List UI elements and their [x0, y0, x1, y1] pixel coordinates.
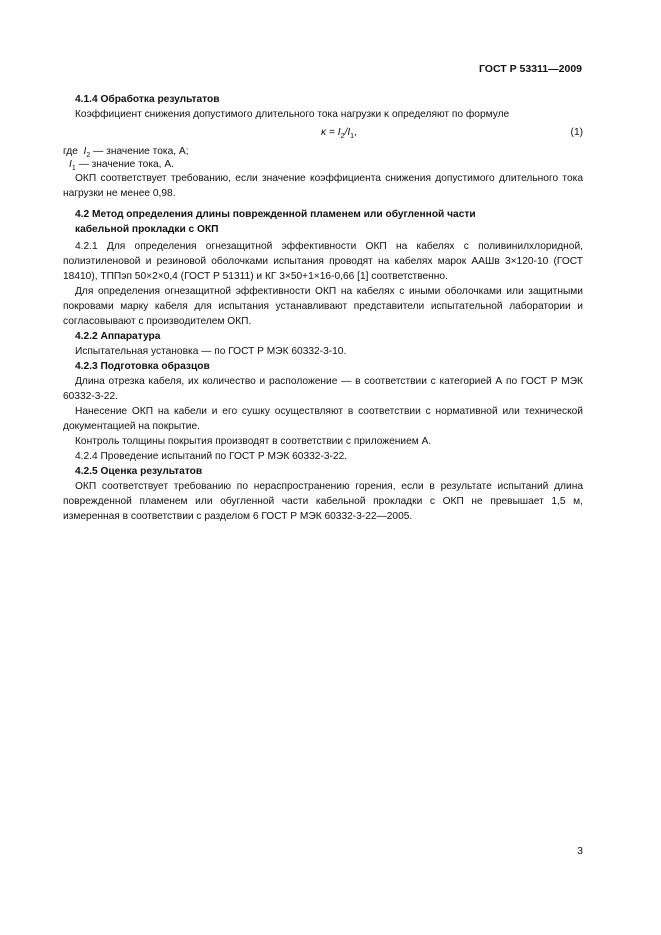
formula-expression: $\kappa = I_2/I_1$,	[321, 127, 357, 141]
section-4-2-3-p2: Нанесение ОКП на кабели и его сушку осуществляют в соответствии с нормативной или технической документацией на покрытие.	[63, 406, 583, 432]
section-4-2-2-title: 4.2.2 Аппаратура	[75, 331, 161, 342]
formula-legend-2: $I_1$ — значение тока, А.	[69, 159, 174, 173]
section-4-2-1	[63, 239, 583, 524]
section-4-2-3-p3: Контроль толщины покрытия производят в соответствии с приложением А.	[75, 436, 432, 447]
section-4-1-4-conclusion: ОКП соответствует требованию, если значение коэффициента снижения допустимого длительного тока нагрузки не менее 0,98.	[63, 173, 583, 199]
section-4-2-2-text: Испытательная установка — по ГОСТ Р МЭК 60332-3-10.	[75, 346, 347, 357]
formula-legend-1: где $I_2$ — значение тока, А;	[63, 146, 189, 160]
section-4-2-title: 4.2 Метод определения длины поврежденной пламенем или обугленной части кабельной прокладки с ОКП	[75, 209, 476, 235]
section-4-2-5-title: 4.2.5 Оценка результатов	[75, 466, 203, 477]
section-4-2-5-text: ОКП соответствует требованию по нераспространению горения, если в результате испытаний длина поврежденной пламенем или обугленной части кабельной прокладки с ОКП не превышает 1,5 м, измеренная в соответствии с разделом 6 ГОСТ Р МЭК 60332-3-22—2005.	[63, 481, 583, 522]
section-4-1-4-title: 4.1.4 Обработка результатов	[75, 94, 220, 105]
document-header: ГОСТ Р 53311—2009	[478, 63, 582, 75]
section-4-2-1-p1: 4.2.1 Для определения огнезащитной эффективности ОКП на кабелях с поливинилхлоридной, полиэтиленовой и резиновой оболочками испытания проводят на кабелях марок ААШв 3×120-10 (ГОСТ 18410), ТППэп 50×2×0,4 (ГОСТ Р 51311) и КГ 3×50+1×16-0,66 [1] соответственно.	[63, 241, 583, 282]
section-4-1-4	[63, 92, 583, 122]
section-4-2-4-text: 4.2.4 Проведение испытаний по ГОСТ Р МЭК 60332-3-22.	[75, 451, 348, 462]
section-4-2-3-p1: Длина отрезка кабеля, их количество и расположение — в соответствии с категорией А по ГОСТ Р МЭК 60332-3-22.	[63, 376, 583, 402]
page-number: 3	[577, 845, 583, 857]
section-4-1-4-text: Коэффициент снижения допустимого длительного тока нагрузки κ определяют по формуле	[75, 109, 510, 120]
section-4-2-3-title: 4.2.3 Подготовка образцов	[75, 361, 210, 372]
formula-number: (1)	[570, 127, 583, 138]
section-4-2-1-p2: Для определения огнезащитной эффективности ОКП на кабелях с иными оболочками или защитными покровами марку кабеля для испытания устанавливают представители испытательной лаборатории и согласовывают с производителем ОКП.	[63, 286, 583, 327]
